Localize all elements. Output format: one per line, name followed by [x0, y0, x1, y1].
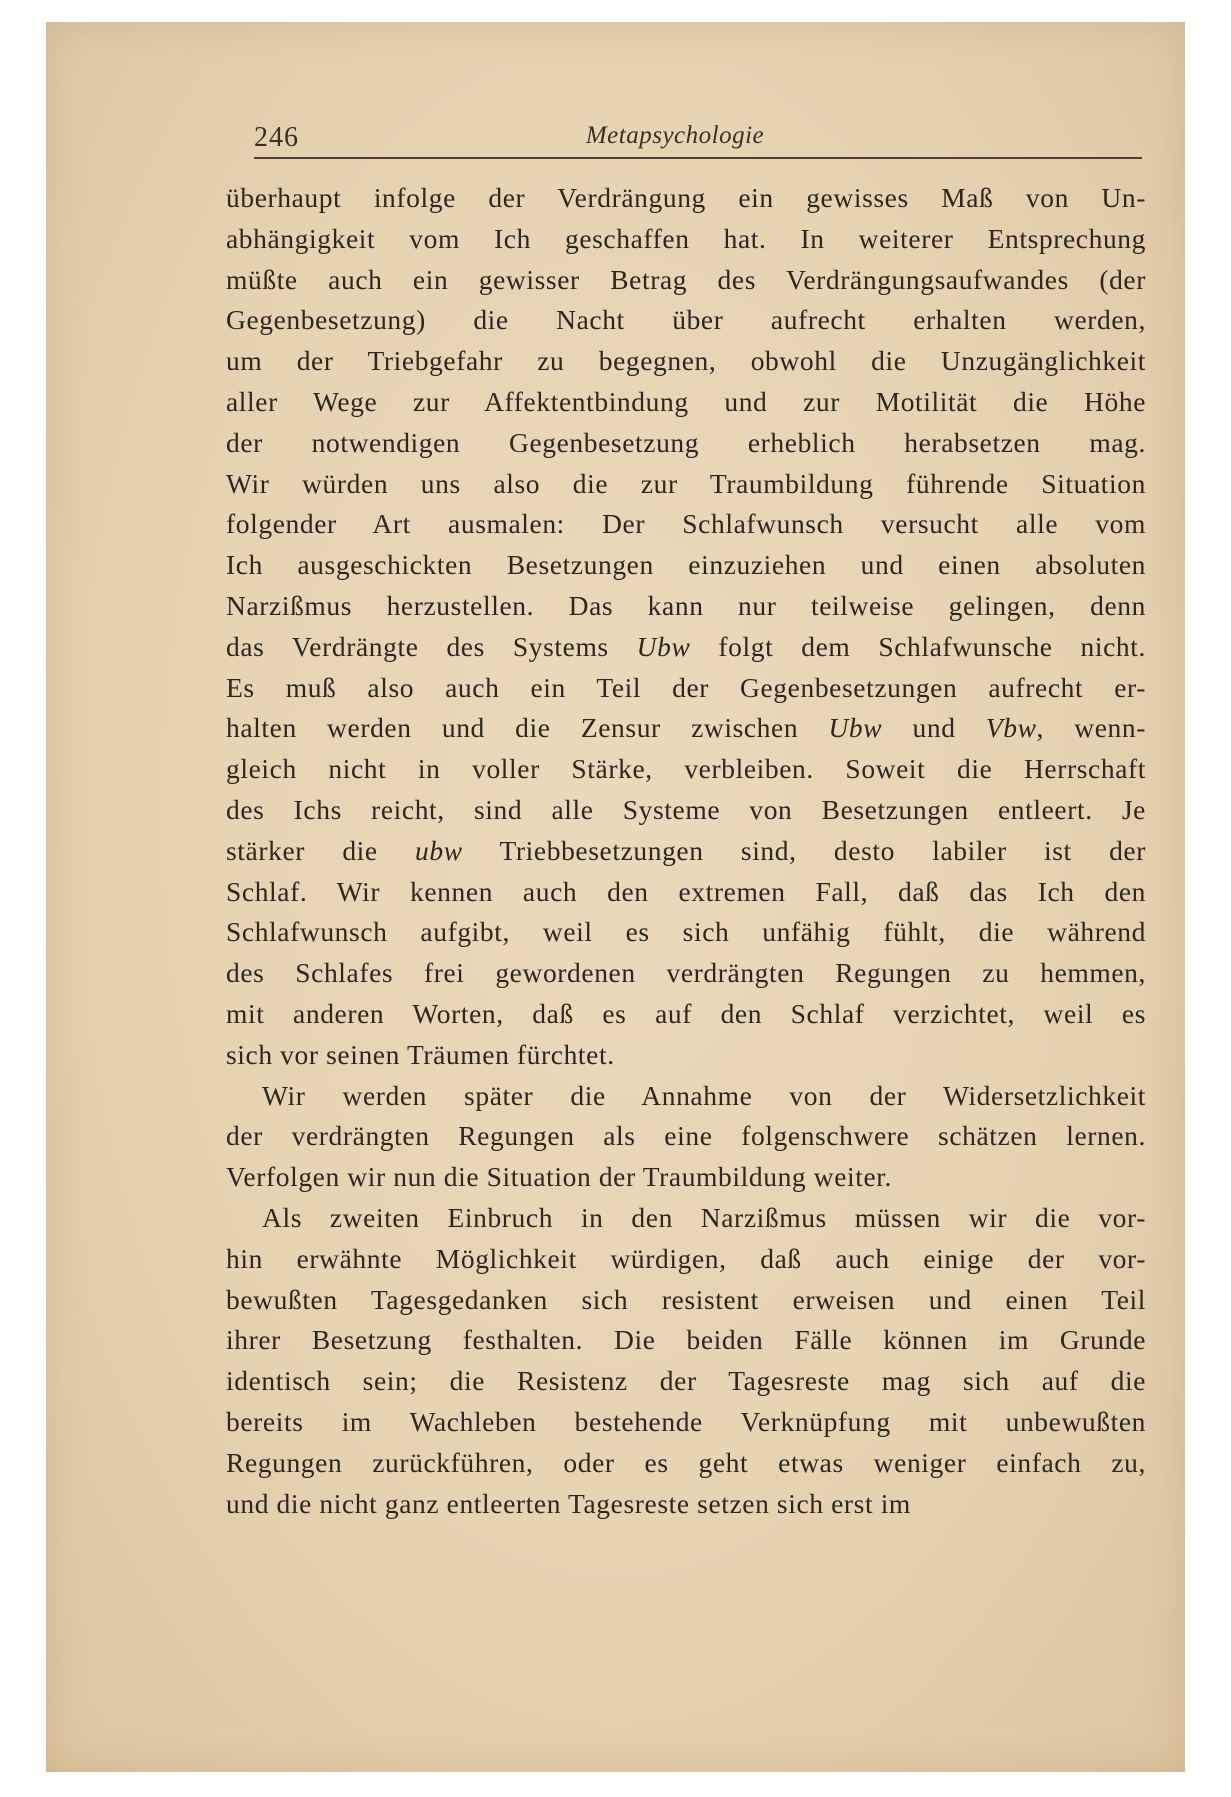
text-line	[226, 382, 1146, 423]
text-run: und	[882, 712, 986, 744]
text-line	[226, 464, 1146, 505]
text-run: Gegenbesetzung) die Nacht über aufrecht erhalten werden,	[226, 304, 1146, 336]
text-line	[226, 586, 1146, 627]
text-line	[226, 1320, 1146, 1361]
text-run: der verdrängten Regungen als eine folgenschwere schätzen lernen.	[226, 1120, 1146, 1152]
italic-term: Ubw	[828, 712, 883, 744]
text-line	[226, 300, 1146, 341]
text-line	[226, 1484, 1146, 1525]
text-line	[226, 1402, 1146, 1443]
text-line	[226, 423, 1146, 464]
text-run: um der Triebgefahr zu begegnen, obwohl die Unzugänglichkeit	[226, 345, 1146, 377]
paragraph	[226, 1198, 1146, 1524]
text-line	[226, 1157, 1146, 1198]
text-run: der notwendigen Gegenbesetzung erheblich herabsetzen mag.	[226, 426, 1146, 458]
text-line	[226, 1361, 1146, 1402]
text-line	[226, 749, 1146, 790]
text-line	[226, 341, 1146, 382]
italic-term: Vbw	[985, 712, 1037, 744]
text-run: müßte auch ein gewisser Betrag des Verdrängungsaufwandes (der	[226, 263, 1146, 295]
text-run: Narzißmus herzustellen. Das kann nur teilweise gelingen, denn	[226, 589, 1146, 621]
text-run: bereits im Wachleben bestehende Verknüpfung mit unbewußten	[226, 1405, 1146, 1437]
paragraph	[226, 1076, 1146, 1198]
text-run: Schlafwunsch aufgibt, weil es sich unfähig fühlt, die während	[226, 916, 1146, 948]
text-line	[226, 1443, 1146, 1484]
text-line	[226, 1035, 1146, 1076]
text-run: und die nicht ganz entleerten Tagesreste setzen sich erst im	[226, 1487, 911, 1519]
text-line	[226, 668, 1146, 709]
text-run: Regungen zurückführen, oder es geht etwas weniger einfach zu,	[226, 1446, 1146, 1478]
text-line	[226, 260, 1146, 301]
text-run: , wenn-	[1036, 712, 1146, 744]
text-run: sich vor seinen Träumen fürchtet.	[226, 1038, 615, 1070]
text-run: des Ichs reicht, sind alle Systeme von Besetzungen entleert. Je	[226, 793, 1146, 825]
text-run: abhängigkeit vom Ich geschaffen hat. In weiterer Entsprechung	[226, 222, 1146, 254]
text-run: gleich nicht in voller Stärke, verbleiben. Soweit die Herrschaft	[226, 753, 1146, 785]
text-run: überhaupt infolge der Verdrängung ein gewisses Maß von Un-	[226, 182, 1146, 213]
page-header	[208, 102, 1142, 153]
text-line	[226, 219, 1146, 260]
paragraph	[226, 178, 1146, 1076]
text-line	[226, 1239, 1146, 1280]
text-line	[226, 627, 1146, 668]
header-rule	[254, 157, 1142, 159]
text-run: bewußten Tagesgedanken sich resistent erweisen und einen Teil	[226, 1283, 1146, 1315]
running-title: Metapsychologie	[585, 122, 765, 149]
text-line	[226, 790, 1146, 831]
text-run: mit anderen Worten, daß es auf den Schlaf verzichtet, weil es	[226, 997, 1146, 1029]
body-text	[226, 178, 1146, 1524]
text-run: Wir würden uns also die zur Traumbildung führende Situation	[226, 467, 1146, 499]
text-line	[226, 708, 1146, 749]
text-run: aller Wege zur Affektentbindung und zur Motilität die Höhe	[226, 385, 1146, 417]
text-line	[226, 545, 1146, 586]
text-run: folgt dem Schlafwunsche nicht.	[690, 630, 1146, 662]
text-run: halten werden und die Zensur zwischen	[226, 712, 829, 744]
text-line	[226, 831, 1146, 872]
text-line	[226, 994, 1146, 1035]
text-run: Triebbesetzungen sind, desto labiler ist der	[462, 834, 1147, 866]
text-line	[226, 1076, 1146, 1117]
page-number: 246	[254, 122, 299, 153]
text-run: Wir werden später die Annahme von der Widersetzlichkeit	[262, 1079, 1146, 1111]
text-run: ihrer Besetzung festhalten. Die beiden Fälle können im Grunde	[226, 1324, 1146, 1356]
text-line	[226, 912, 1146, 953]
text-run: identisch sein; die Resistenz der Tagesreste mag sich auf die	[226, 1365, 1146, 1397]
text-run: Ich ausgeschickten Besetzungen einzuziehen und einen absoluten	[226, 549, 1146, 581]
text-run: folgender Art ausmalen: Der Schlafwunsch versucht alle vom	[226, 508, 1146, 540]
text-run: Schlaf. Wir kennen auch den extremen Fall, daß das Ich den	[226, 875, 1146, 907]
text-run: Als zweiten Einbruch in den Narzißmus müssen wir die vor-	[262, 1201, 1146, 1233]
text-run: hin erwähnte Möglichkeit würdigen, daß auch einige der vor-	[226, 1242, 1146, 1274]
text-line	[226, 872, 1146, 913]
text-line	[226, 953, 1146, 994]
text-line	[226, 1116, 1146, 1157]
text-line	[226, 1198, 1146, 1239]
text-line	[226, 1280, 1146, 1321]
text-line	[226, 504, 1146, 545]
text-run: des Schlafes frei gewordenen verdrängten Regungen zu hemmen,	[226, 957, 1146, 989]
text-run: Es muß also auch ein Teil der Gegenbesetzungen aufrecht er-	[226, 671, 1146, 703]
italic-term: Ubw	[636, 630, 691, 662]
italic-term: ubw	[415, 834, 463, 866]
text-run: stärker die	[226, 834, 416, 866]
text-run: Verfolgen wir nun die Situation der Traumbildung weiter.	[226, 1161, 893, 1193]
text-run: das Verdrängte des Systems	[226, 630, 637, 662]
text-line	[226, 178, 1146, 219]
